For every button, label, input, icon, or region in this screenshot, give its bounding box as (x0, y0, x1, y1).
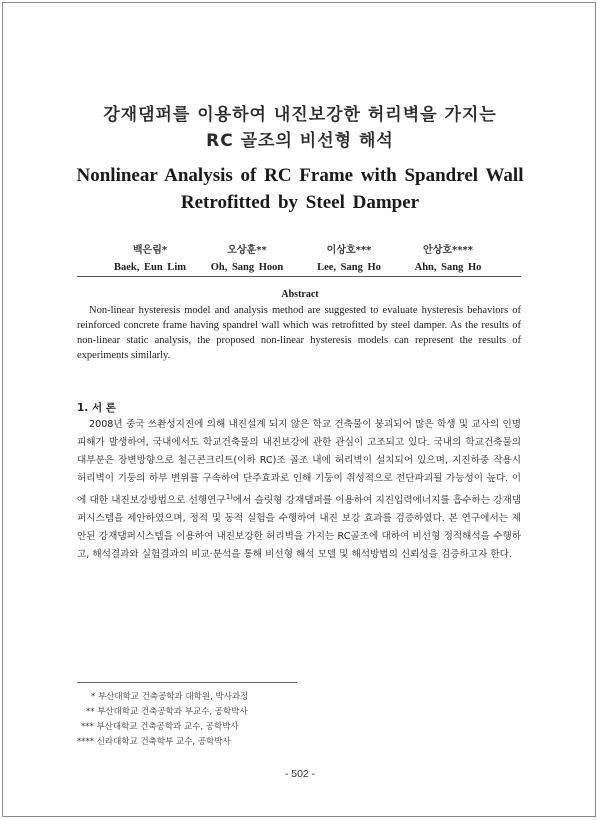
english-title-line-2: Retrofitted by Steel Damper (180, 192, 420, 213)
reference-superscript: 1) (225, 493, 233, 501)
abstract-body: Non-linear hysteresis model and analysis method are suggested to evaluate hysteresis behaviors of reinforced concrete frame having spandrel wall which was retrofitted by steel damper. As the results of non-linear static analysis, the proposed non-linear hysteresis models can represent the results of experiments similarly. (77, 305, 521, 361)
footnotes (77, 690, 248, 750)
author-english-name: Lee, Sang Ho (317, 262, 381, 273)
author-english-name: Ahn, Sang Ho (414, 262, 482, 273)
page-number: - 502 - (284, 768, 316, 780)
author-korean-name: 백은림* (132, 245, 168, 256)
korean-title-line-2: RC 골조의 비선형 해석 (206, 131, 394, 151)
footnote-item: ** 부산대학교 건축공학과 부교수, 공학박사 (86, 707, 248, 717)
footnote-item: * 부산대학교 건축공학과 대학원, 박사과정 (91, 692, 249, 702)
abstract-heading: Abstract (281, 289, 319, 300)
footnote-item: *** 부산대학교 건축공학과 교수, 공학박사 (81, 722, 239, 732)
english-title-line-1: Nonlinear Analysis of RC Frame with Spandrel Wall (76, 165, 524, 186)
introduction-text-part-1: 2008년 중국 쓰촨성지진에 의해 내진설계 되지 않은 학교 건축물이 붕괴되어 많은 학생 및 교사의 인명피해가 발생하여, 국내에서도 학교건축물의 내진보강에 관한 관심이 고조되고 있다. 국내의 학교건축물의 대부분은 장변방향으로 철근콘크리트(이하 RC)조 골조 내에 허리벽이 설치되어 있으며, 지진하중 작용시 허리벽이 기둥의 하부 변위를 구속하여 단주효과로 인해 기둥이 취성적으로 전단파괴될 가능성이 높다. 이에 대한 내진보강방법으로 선행연구 (77, 419, 521, 507)
korean-title-line-1: 강재댐퍼를 이용하여 내진보강한 허리벽을 가지는 (103, 105, 497, 125)
introduction-text-part-2: 에서 슬릿형 강재댐퍼를 이용하여 지진입력에너지를 흡수하는 강재댐퍼시스템을 제안하였으며, 정적 및 동적 실험을 수행하여 내진 보강 효과를 검증하였다. 본 연구에서는 제안된 강재댐퍼시스템을 이용하여 내진보강한 허리벽을 가지는 RC골조에 대하여 비선형 정적해석을 수행하고, 해석결과와 실험결과의 비교·분석을 통해 비선형 해석 모델 및 해석방법의 신뢰성을 검증하고자 한다. (77, 495, 521, 561)
author-korean-name: 이상호*** (326, 245, 372, 256)
author-korean-name: 오상훈** (227, 245, 267, 256)
author-english-name: Baek, Eun Lim (114, 262, 186, 273)
footnote-item: **** 신라대학교 건축학부 교수, 공학박사 (77, 737, 231, 747)
footnote-divider (77, 682, 297, 683)
section-heading-introduction: 1. 서 론 (77, 402, 116, 414)
author-korean-name: 안상호**** (423, 245, 473, 256)
introduction-body (77, 416, 521, 564)
author-english-name: Oh, Sang Hoon (210, 262, 284, 273)
author-4 (378, 241, 518, 273)
header-divider (77, 276, 521, 277)
